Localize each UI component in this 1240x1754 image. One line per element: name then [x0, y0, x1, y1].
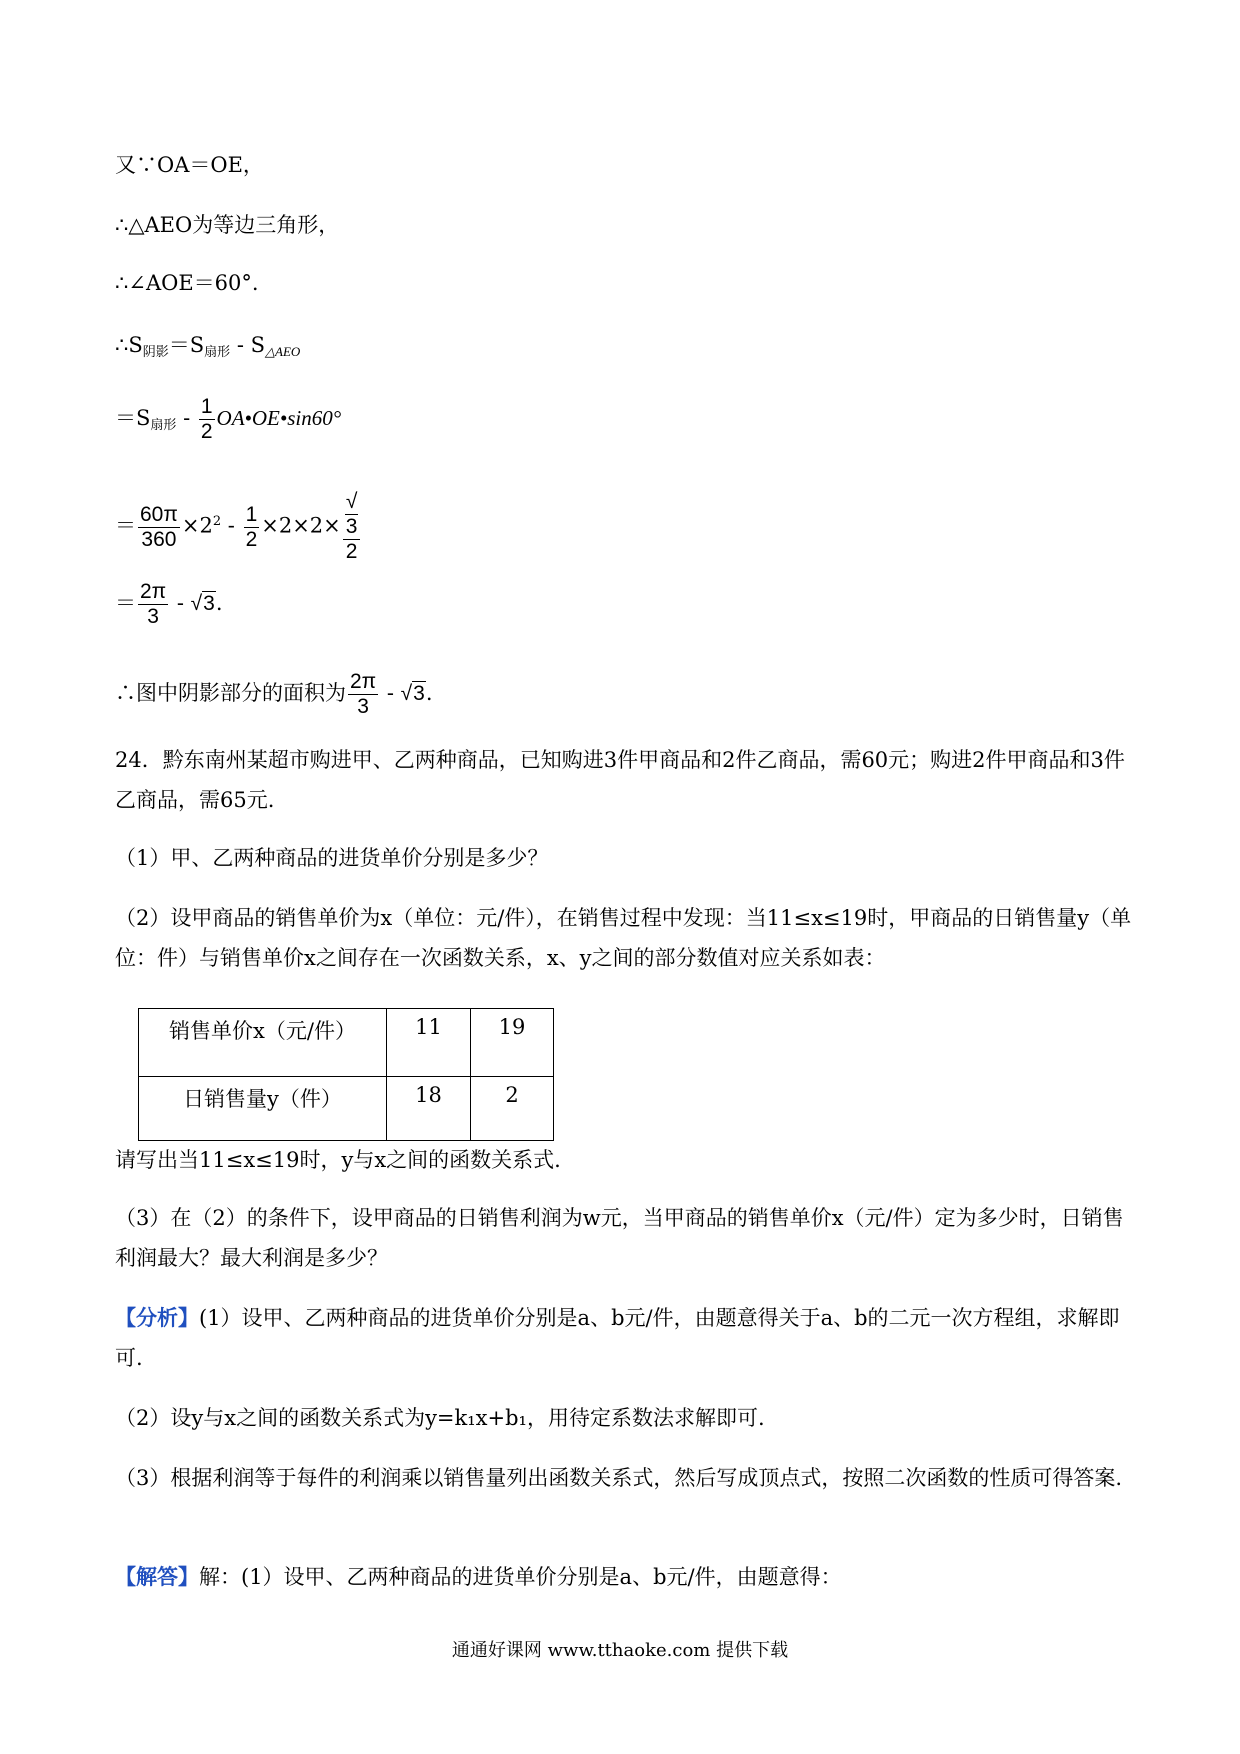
numerator: 2π [140, 580, 167, 603]
question-24-part-2-request: 请写出当11≤x≤19时，y与x之间的函数关系式. [115, 1148, 561, 1172]
text: - [380, 681, 401, 705]
fraction [348, 670, 378, 719]
answer-tag: 【解答】 [115, 1564, 199, 1589]
text: ＝S [168, 333, 205, 357]
denominator: 2 [245, 527, 258, 551]
denominator: 2 [345, 540, 358, 563]
table-cell: 19 [471, 1009, 554, 1077]
text: . [425, 681, 433, 705]
analysis-part-3: （3）根据利润等于每件的利润乘以销售量列出函数关系式，然后写成顶点式，按照二次函数的性质可得答案. [115, 1466, 1123, 1490]
text: - [170, 591, 191, 615]
subscript: △AEO [265, 344, 301, 359]
proof-line-3 [115, 268, 259, 298]
analysis-part-1 [115, 1298, 1133, 1378]
denominator: 2 [200, 420, 213, 443]
proof-line-6 [115, 490, 362, 564]
radicand: 3 [345, 515, 358, 538]
numerator: √ 3 [343, 490, 361, 540]
analysis-text: (1）设甲、乙两种商品的进货单价分别是a、b元/件，由题意得关于a、b的二元一次方程组，求解即可. [115, 1306, 1120, 1370]
question-24-part-2: （2）设甲商品的销售单价为x（单位：元/件），在销售过程中发现：当11≤x≤19时，甲商品的日销售量y（单位：件）与销售单价x之间存在一次函数关系，x、y之间的部分数值对应关系如表： [115, 906, 1132, 970]
subscript: 扇形 [204, 345, 231, 360]
proof-text: 又∵OA＝OE， [115, 153, 264, 177]
fraction [138, 580, 168, 629]
numerator: 2π [350, 670, 377, 693]
denominator: 3 [357, 695, 369, 718]
proof-line-2 [115, 210, 339, 240]
page-footer: 通通好课网 www.tthaoke.com 提供下载 [451, 1640, 789, 1661]
numerator: 1 [200, 395, 213, 418]
table-row [139, 1077, 554, 1141]
analysis-part-2: （2）设y与x之间的函数关系式为y=k₁x+b₁，用待定系数法求解即可. [115, 1406, 765, 1430]
text: - [221, 513, 242, 538]
table-row [139, 1009, 554, 1077]
text: ＝S [115, 406, 151, 430]
question-24-part-1: （1）甲、乙两种商品的进货单价分别是多少？ [115, 846, 549, 870]
text: ∴图中阴影部分的面积为 [115, 681, 346, 705]
denominator: 3 [147, 605, 159, 628]
text: OA•OE•sin60° [216, 406, 342, 430]
proof-line-5 [115, 395, 341, 444]
table-cell: 2 [471, 1077, 554, 1141]
square-root: √3 [400, 682, 425, 705]
subscript: 阴影 [142, 345, 169, 360]
proof-line-4 [115, 330, 300, 364]
sales-table [138, 1008, 554, 1141]
numerator: 1 [245, 502, 258, 526]
proof-text: ∴∠AOE＝60°. [115, 271, 259, 295]
text: . [215, 591, 223, 615]
fraction [343, 490, 361, 564]
analysis-tag: 【分析】 [115, 1305, 199, 1330]
text: - S [230, 333, 266, 357]
question-24-part-3: （3）在（2）的条件下，设甲商品的日销售利润为w元，当甲商品的销售单价x（元/件）定为多少时，日销售利润最大？最大利润是多少？ [115, 1206, 1124, 1270]
table-cell: 11 [387, 1009, 471, 1077]
subscript: 扇形 [150, 418, 177, 433]
text: ∴S [115, 333, 143, 357]
text: ×2×2× [261, 513, 341, 538]
table-cell: 日销售量y（件） [139, 1077, 387, 1141]
table-cell: 18 [387, 1077, 471, 1141]
radicand: 3 [203, 592, 215, 615]
fraction [244, 503, 260, 552]
fraction [138, 503, 180, 552]
table-cell: 销售单价x（元/件） [139, 1009, 387, 1077]
answer-text: 解：(1）设甲、乙两种商品的进货单价分别是a、b元/件，由题意得： [199, 1565, 842, 1589]
text: ×2 [181, 513, 213, 538]
text: ＝ [115, 591, 136, 615]
radicand: 3 [413, 682, 425, 705]
square-root: √3 [190, 592, 215, 615]
proof-line-8 [115, 670, 433, 719]
text: - [176, 406, 197, 430]
proof-line-1 [115, 150, 264, 180]
proof-line-7 [115, 580, 223, 629]
question-24-stem: 24．黔东南州某超市购进甲、乙两种商品，已知购进3件甲商品和2件乙商品，需60元；购进2件甲商品和3件乙商品，需65元. [115, 748, 1125, 812]
answer-intro [115, 1557, 1133, 1597]
text: ＝ [115, 513, 136, 538]
proof-text: ∴△AEO为等边三角形， [115, 213, 340, 237]
numerator: 60π [140, 502, 178, 526]
denominator: 360 [141, 527, 177, 551]
fraction [199, 395, 215, 444]
superscript: 2 [212, 513, 222, 529]
